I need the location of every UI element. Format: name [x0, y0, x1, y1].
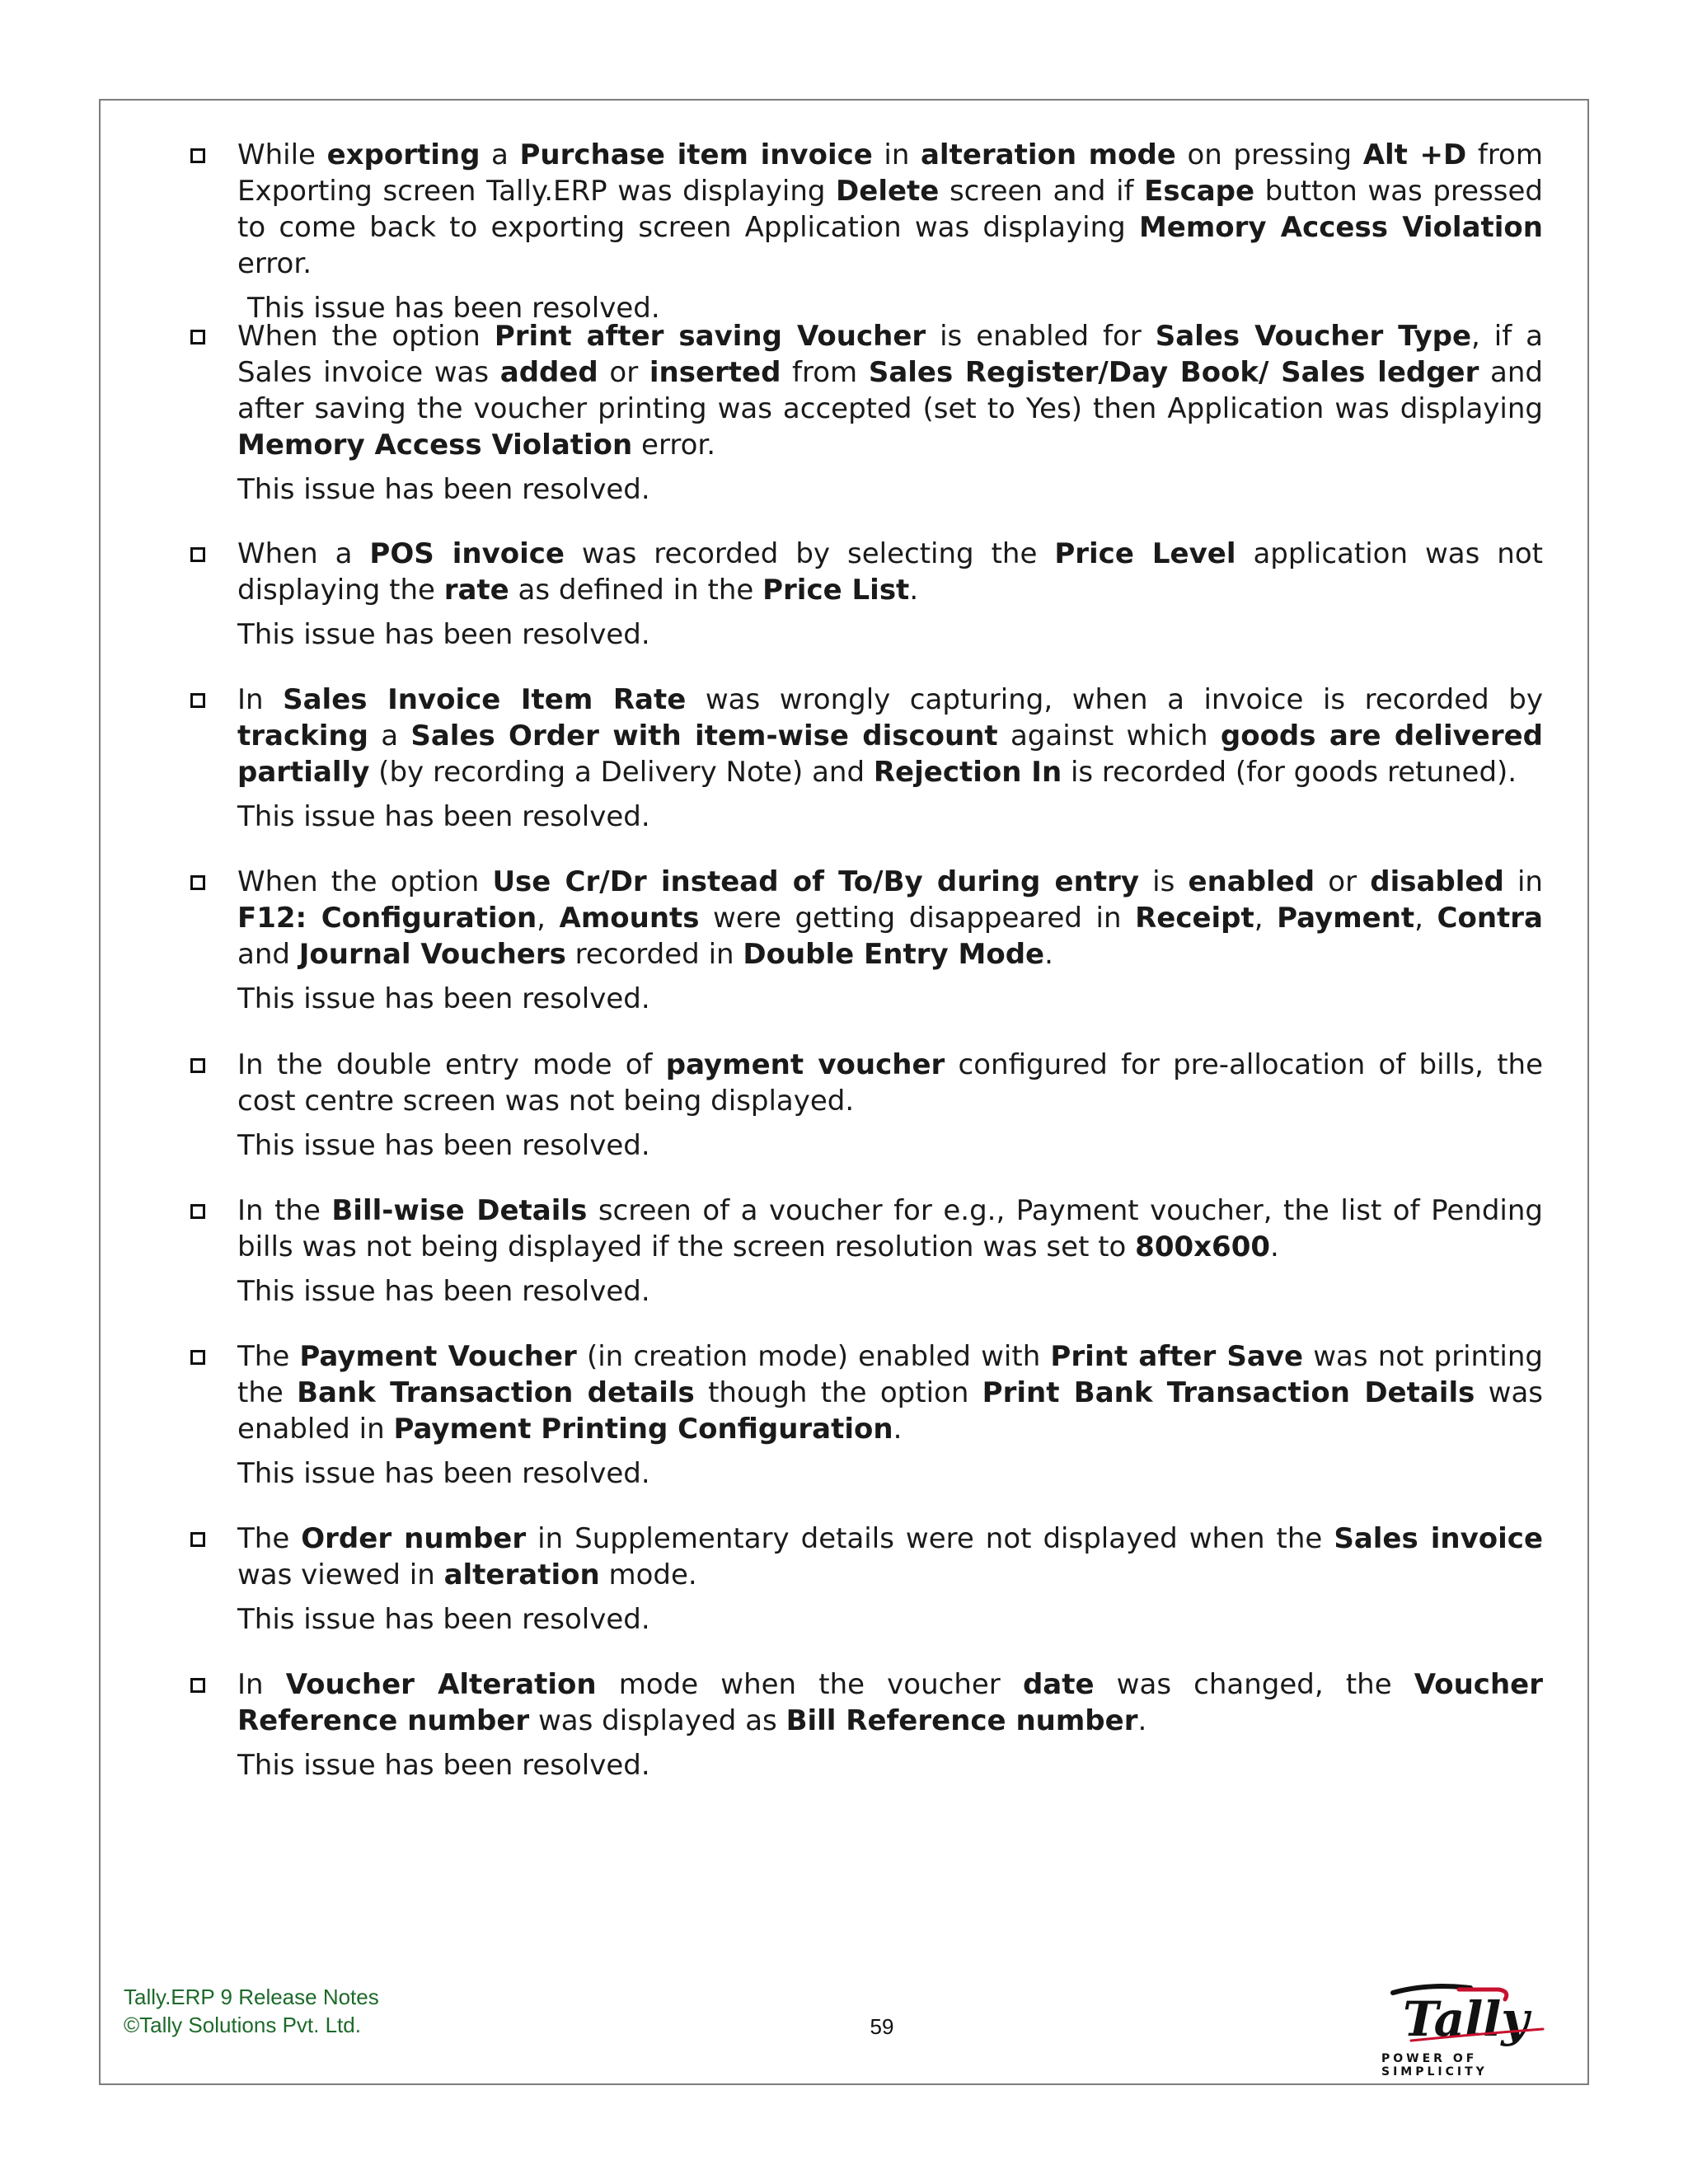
emphasis-text: Sales Voucher Type: [1155, 320, 1472, 353]
text-run: While: [237, 138, 327, 171]
text-run: (in creation mode) enabled with: [576, 1340, 1051, 1373]
text-run: in: [1503, 865, 1543, 898]
text-run: In: [237, 683, 284, 716]
issue-description: [237, 1338, 1543, 1447]
text-run: recorded in: [565, 938, 743, 971]
issue-description: [237, 318, 1543, 463]
text-run: (by recording a Delivery Note) and: [369, 756, 874, 789]
issue-item: [237, 1521, 1543, 1638]
issue-item: [237, 1666, 1543, 1783]
square-bullet-icon: [190, 693, 205, 708]
emphasis-text: Memory Access Violation: [1138, 211, 1543, 244]
footer-copyright: ©Tally Solutions Pvt. Ltd.: [124, 2013, 361, 2037]
text-run: on pressing: [1175, 138, 1363, 171]
text-run: or: [1315, 865, 1371, 898]
emphasis-text: Payment Printing Configuration: [393, 1413, 893, 1446]
emphasis-text: Voucher Reference number: [237, 1668, 1543, 1737]
logo-tagline: POWER OF SIMPLICITY: [1381, 2052, 1488, 2079]
text-run: application was not displaying the: [237, 537, 1543, 607]
logo-wordmark: Tally: [1403, 1991, 1529, 2047]
emphasis-text: Print Bank Transaction Details: [982, 1376, 1475, 1409]
emphasis-text: inserted: [649, 356, 781, 389]
text-run: .: [1137, 1704, 1147, 1737]
emphasis-text: Receipt: [1135, 902, 1254, 935]
text-run: from: [781, 356, 869, 389]
emphasis-text: Bill-wise Details: [331, 1194, 588, 1227]
emphasis-text: 800x600: [1135, 1230, 1271, 1263]
square-bullet-icon: [190, 1204, 205, 1219]
emphasis-text: exporting: [326, 138, 481, 171]
resolution-note: This issue has been resolved.: [237, 1749, 650, 1782]
emphasis-text: POS invoice: [369, 537, 565, 570]
emphasis-text: Sales Invoice Item Rate: [283, 683, 687, 716]
issue-item: [237, 318, 1543, 508]
issue-description: [237, 682, 1543, 790]
issue-item: [237, 682, 1543, 835]
text-run: error.: [632, 429, 716, 462]
resolution-note: This issue has been resolved.: [247, 292, 660, 325]
emphasis-text: added: [499, 356, 598, 389]
text-run: was enabled in: [237, 1376, 1544, 1446]
emphasis-text: Price List: [762, 574, 910, 607]
issue-description: [237, 137, 1543, 282]
footer-credits: [124, 1983, 379, 2039]
issue-description: [237, 1047, 1543, 1119]
resolution-note: This issue has been resolved.: [237, 1129, 650, 1162]
text-run: button was pressed to come back to exporting screen Application was displaying: [237, 175, 1543, 244]
text-run: .: [1270, 1230, 1279, 1263]
text-run: .: [893, 1413, 903, 1446]
text-run: ,: [1414, 902, 1437, 935]
resolution-note: This issue has been resolved.: [237, 982, 650, 1015]
text-run: was recorded by selecting the: [564, 537, 1055, 570]
emphasis-text: alteration: [443, 1558, 600, 1591]
emphasis-text: Alt +D: [1362, 138, 1467, 171]
emphasis-text: Print after Save: [1050, 1340, 1304, 1373]
square-bullet-icon: [190, 1532, 205, 1547]
issue-item: [237, 1047, 1543, 1164]
issue-item: [237, 137, 1543, 326]
text-run: mode when the voucher: [596, 1668, 1023, 1701]
text-run: and after saving the voucher printing was accepted (set to Yes) then Application was displaying: [237, 356, 1543, 425]
emphasis-text: goods are delivered partially: [237, 719, 1544, 789]
emphasis-text: Journal Vouchers: [298, 938, 566, 971]
emphasis-text: Delete: [836, 175, 940, 208]
text-run: from Exporting screen Tally.ERP was displaying: [237, 138, 1543, 208]
square-bullet-icon: [190, 1058, 205, 1073]
text-run: When a: [237, 537, 370, 570]
text-run: mode.: [599, 1558, 697, 1591]
text-run: error.: [237, 247, 312, 280]
emphasis-text: Escape: [1144, 175, 1255, 208]
issue-item: [237, 1338, 1543, 1492]
text-run: is: [1139, 865, 1189, 898]
text-run: as defined in the: [509, 574, 763, 607]
emphasis-text: Voucher Alteration: [285, 1668, 597, 1701]
emphasis-text: Rejection In: [873, 756, 1062, 789]
emphasis-text: Contra: [1437, 902, 1543, 935]
resolution-note: This issue has been resolved.: [237, 1457, 650, 1490]
issue-description: [237, 864, 1543, 972]
emphasis-text: Sales Order with item-wise discount: [410, 719, 998, 752]
text-run: .: [1044, 938, 1053, 971]
text-run: was not printing the: [237, 1340, 1543, 1409]
square-bullet-icon: [190, 330, 205, 344]
emphasis-text: alteration mode: [920, 138, 1176, 171]
text-run: , if a Sales invoice was: [237, 320, 1543, 389]
text-run: .: [909, 574, 919, 607]
text-run: was changed, the: [1094, 1668, 1414, 1701]
emphasis-text: Bank Transaction details: [297, 1376, 695, 1409]
resolution-note: This issue has been resolved.: [237, 1275, 650, 1308]
text-run: in: [872, 138, 921, 171]
square-bullet-icon: [190, 148, 205, 163]
issue-description: [237, 536, 1543, 608]
text-run: in Supplementary details were not displayed when the: [526, 1522, 1334, 1555]
emphasis-text: F12: Configuration: [237, 902, 537, 935]
text-run: In the: [237, 1194, 332, 1227]
emphasis-text: Double Entry Mode: [743, 938, 1045, 971]
text-run: or: [598, 356, 649, 389]
text-run: When the option: [237, 865, 493, 898]
text-run: were getting disappeared in: [699, 902, 1136, 935]
text-run: ,: [537, 902, 560, 935]
square-bullet-icon: [190, 875, 205, 890]
emphasis-text: Sales invoice: [1334, 1522, 1544, 1555]
page-number: 59: [870, 2014, 894, 2039]
text-run: ,: [1254, 902, 1278, 935]
emphasis-text: Order number: [301, 1522, 527, 1555]
text-run: When the option: [237, 320, 495, 353]
text-run: configured for pre-allocation of bills, the cost centre screen was not being displayed.: [237, 1048, 1543, 1118]
emphasis-text: date: [1022, 1668, 1095, 1701]
resolution-note: This issue has been resolved.: [237, 473, 650, 506]
issue-description: [237, 1521, 1543, 1593]
text-run: The: [237, 1340, 300, 1373]
text-run: is enabled for: [926, 320, 1156, 353]
emphasis-text: tracking: [237, 719, 368, 752]
emphasis-text: Payment Voucher: [299, 1340, 577, 1373]
resolution-note: This issue has been resolved.: [237, 1603, 650, 1636]
text-run: screen of a voucher for e.g., Payment voucher, the list of Pending bills was not being displayed if the screen resolution was set to: [237, 1194, 1543, 1263]
emphasis-text: Amounts: [559, 902, 700, 935]
square-bullet-icon: [190, 547, 205, 562]
text-run: is recorded (for goods retuned).: [1062, 756, 1517, 789]
emphasis-text: Memory Access Violation: [237, 429, 633, 462]
text-run: In: [237, 1668, 286, 1701]
emphasis-text: Payment: [1277, 902, 1415, 935]
emphasis-text: Price Level: [1054, 537, 1236, 570]
text-run: was displayed as: [529, 1704, 786, 1737]
text-run: was wrongly capturing, when a invoice is recorded by: [686, 683, 1544, 716]
emphasis-text: enabled: [1188, 865, 1315, 898]
resolution-note: This issue has been resolved.: [237, 618, 650, 651]
text-run: The: [237, 1522, 302, 1555]
emphasis-text: rate: [443, 574, 509, 607]
issue-item: [237, 1193, 1543, 1310]
resolution-note: This issue has been resolved.: [237, 800, 650, 833]
emphasis-text: Print after saving Voucher: [494, 320, 926, 353]
text-run: a: [480, 138, 520, 171]
text-run: and: [237, 938, 299, 971]
text-run: though the option: [694, 1376, 982, 1409]
issue-item: [237, 536, 1543, 653]
emphasis-text: Purchase item invoice: [519, 138, 873, 171]
emphasis-text: Sales Register/Day Book/ Sales ledger: [868, 356, 1479, 389]
square-bullet-icon: [190, 1350, 205, 1365]
emphasis-text: Use Cr/Dr instead of To/By during entry: [492, 865, 1140, 898]
emphasis-text: Bill Reference number: [785, 1704, 1138, 1737]
emphasis-text: payment voucher: [665, 1048, 945, 1081]
text-run: a: [368, 719, 411, 752]
text-run: against which: [997, 719, 1221, 752]
text-run: screen and if: [939, 175, 1145, 208]
issue-description: [237, 1193, 1543, 1265]
text-run: In the double entry mode of: [237, 1048, 666, 1081]
issue-description: [237, 1666, 1543, 1739]
emphasis-text: disabled: [1370, 865, 1504, 898]
square-bullet-icon: [190, 1678, 205, 1693]
issue-item: [237, 864, 1543, 1017]
footer-doc-title: Tally.ERP 9 Release Notes: [124, 1985, 379, 2009]
text-run: was viewed in: [237, 1558, 444, 1591]
